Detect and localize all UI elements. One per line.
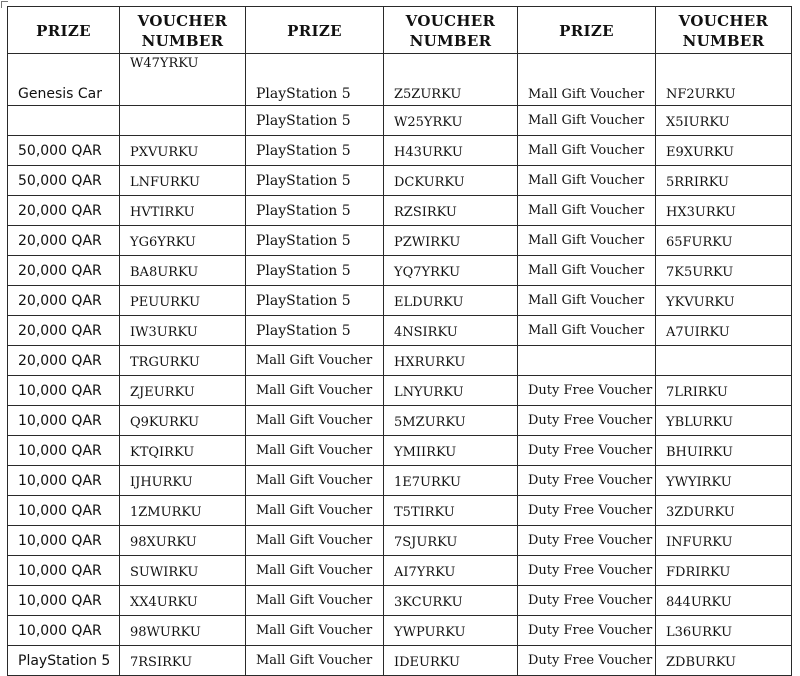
voucher-number-cell: IJHURKU — [120, 466, 246, 496]
prize-cell: Mall Gift Voucher — [246, 616, 384, 646]
prize-cell: PlayStation 5 — [246, 256, 384, 286]
voucher-number-cell: E9XURKU — [656, 136, 792, 166]
prize-cell: 50,000 QAR — [8, 166, 120, 196]
prize-cell: Mall Gift Voucher — [518, 136, 656, 166]
voucher-number-cell: Z5ZURKU — [384, 54, 518, 106]
voucher-number-cell: 7RSIRKU — [120, 646, 246, 676]
prize-cell: 20,000 QAR — [8, 316, 120, 346]
prize-cell: PlayStation 5 — [246, 286, 384, 316]
table-row — [8, 376, 792, 406]
voucher-number-cell: 844URKU — [656, 586, 792, 616]
prize-cell: Mall Gift Voucher — [246, 526, 384, 556]
voucher-number-cell — [656, 346, 792, 376]
prize-cell: 20,000 QAR — [8, 196, 120, 226]
table-row — [8, 616, 792, 646]
prize-cell: PlayStation 5 — [246, 54, 384, 106]
prize-cell: 10,000 QAR — [8, 616, 120, 646]
prize-cell: Mall Gift Voucher — [518, 256, 656, 286]
prize-cell: Mall Gift Voucher — [246, 556, 384, 586]
prize-cell: 10,000 QAR — [8, 376, 120, 406]
voucher-number-cell: BA8URKU — [120, 256, 246, 286]
table-row — [8, 556, 792, 586]
voucher-number-cell: PEUURKU — [120, 286, 246, 316]
voucher-number-cell: A7UIRKU — [656, 316, 792, 346]
voucher-number-cell: W47YRKU — [120, 54, 246, 106]
voucher-number-cell: LNFURKU — [120, 166, 246, 196]
prize-cell: 20,000 QAR — [8, 226, 120, 256]
table-row — [8, 646, 792, 676]
prize-cell: Duty Free Voucher — [518, 556, 656, 586]
voucher-number-cell: HXRURKU — [384, 346, 518, 376]
voucher-number-cell: 7LRIRKU — [656, 376, 792, 406]
prize-cell: 20,000 QAR — [8, 286, 120, 316]
prize-cell: PlayStation 5 — [246, 136, 384, 166]
voucher-number-cell: 1E7URKU — [384, 466, 518, 496]
prize-cell: 10,000 QAR — [8, 586, 120, 616]
prize-cell: 50,000 QAR — [8, 136, 120, 166]
table-row — [8, 526, 792, 556]
voucher-number-cell: 98XURKU — [120, 526, 246, 556]
table-row — [8, 54, 792, 106]
voucher-number-cell: PZWIRKU — [384, 226, 518, 256]
voucher-number-cell: 7SJURKU — [384, 526, 518, 556]
header-prize: PRIZE — [8, 7, 120, 54]
voucher-number-cell: AI7YRKU — [384, 556, 518, 586]
voucher-number-cell: 7K5URKU — [656, 256, 792, 286]
prize-cell: PlayStation 5 — [246, 196, 384, 226]
voucher-number-cell: DCKURKU — [384, 166, 518, 196]
prize-cell: Mall Gift Voucher — [246, 376, 384, 406]
voucher-number-cell: X5IURKU — [656, 106, 792, 136]
voucher-number-cell: IW3URKU — [120, 316, 246, 346]
prize-cell: Mall Gift Voucher — [246, 496, 384, 526]
voucher-number-cell: ELDURKU — [384, 286, 518, 316]
table-row — [8, 136, 792, 166]
prize-cell — [8, 106, 120, 136]
voucher-number-cell: H43URKU — [384, 136, 518, 166]
table-row — [8, 466, 792, 496]
prize-cell: PlayStation 5 — [246, 316, 384, 346]
prize-cell: Mall Gift Voucher — [518, 54, 656, 106]
voucher-number-cell: XX4URKU — [120, 586, 246, 616]
prize-cell: Duty Free Voucher — [518, 436, 656, 466]
table-row — [8, 346, 792, 376]
prize-cell: Mall Gift Voucher — [518, 286, 656, 316]
prize-cell: Duty Free Voucher — [518, 466, 656, 496]
table-row — [8, 166, 792, 196]
voucher-number-cell: 4NSIRKU — [384, 316, 518, 346]
prize-cell: Mall Gift Voucher — [246, 586, 384, 616]
header-voucher-number: VOUCHER NUMBER — [656, 7, 792, 54]
prize-cell: 10,000 QAR — [8, 496, 120, 526]
table-row — [8, 256, 792, 286]
voucher-number-cell: 5RRIRKU — [656, 166, 792, 196]
header-prize: PRIZE — [518, 7, 656, 54]
prize-cell: Mall Gift Voucher — [518, 166, 656, 196]
voucher-number-cell: 3ZDURKU — [656, 496, 792, 526]
voucher-number-cell: YWPURKU — [384, 616, 518, 646]
prize-cell: 10,000 QAR — [8, 526, 120, 556]
prize-cell: Duty Free Voucher — [518, 586, 656, 616]
table-row — [8, 316, 792, 346]
voucher-number-cell: YBLURKU — [656, 406, 792, 436]
voucher-number-cell: INFURKU — [656, 526, 792, 556]
prize-voucher-table — [7, 6, 792, 676]
prize-cell: Mall Gift Voucher — [246, 406, 384, 436]
prize-cell: 20,000 QAR — [8, 346, 120, 376]
voucher-number-cell: W25YRKU — [384, 106, 518, 136]
voucher-number-cell: HX3URKU — [656, 196, 792, 226]
prize-cell: Mall Gift Voucher — [246, 466, 384, 496]
voucher-number-cell: Q9KURKU — [120, 406, 246, 436]
voucher-number-cell: 5MZURKU — [384, 406, 518, 436]
prize-cell: Duty Free Voucher — [518, 526, 656, 556]
header-prize: PRIZE — [246, 7, 384, 54]
table-row — [8, 406, 792, 436]
voucher-number-cell: T5TIRKU — [384, 496, 518, 526]
voucher-number-cell: 65FURKU — [656, 226, 792, 256]
voucher-number-cell: IDEURKU — [384, 646, 518, 676]
voucher-number-cell: 1ZMURKU — [120, 496, 246, 526]
voucher-number-cell: PXVURKU — [120, 136, 246, 166]
table-row — [8, 226, 792, 256]
table-row — [8, 496, 792, 526]
prize-cell: Genesis Car — [8, 54, 120, 106]
prize-cell: 10,000 QAR — [8, 556, 120, 586]
voucher-number-cell: TRGURKU — [120, 346, 246, 376]
header-voucher-number: VOUCHER NUMBER — [120, 7, 246, 54]
prize-cell: 10,000 QAR — [8, 436, 120, 466]
voucher-number-cell: NF2URKU — [656, 54, 792, 106]
prize-cell: Duty Free Voucher — [518, 496, 656, 526]
prize-cell: Mall Gift Voucher — [518, 196, 656, 226]
prize-cell: Mall Gift Voucher — [246, 646, 384, 676]
prize-cell: Mall Gift Voucher — [518, 316, 656, 346]
prize-cell: PlayStation 5 — [246, 166, 384, 196]
voucher-number-cell: FDRIRKU — [656, 556, 792, 586]
voucher-number-cell: L36URKU — [656, 616, 792, 646]
prize-cell: Duty Free Voucher — [518, 406, 656, 436]
voucher-number-cell: YKVURKU — [656, 286, 792, 316]
prize-cell: PlayStation 5 — [246, 106, 384, 136]
table-row — [8, 586, 792, 616]
header-voucher-number: VOUCHER NUMBER — [384, 7, 518, 54]
prize-cell: 10,000 QAR — [8, 466, 120, 496]
prize-cell: PlayStation 5 — [246, 226, 384, 256]
voucher-number-cell: KTQIRKU — [120, 436, 246, 466]
prize-cell: Mall Gift Voucher — [246, 346, 384, 376]
voucher-number-cell: 98WURKU — [120, 616, 246, 646]
voucher-number-cell: YG6YRKU — [120, 226, 246, 256]
voucher-number-cell: SUWIRKU — [120, 556, 246, 586]
prize-cell: 20,000 QAR — [8, 256, 120, 286]
prize-cell: Mall Gift Voucher — [518, 106, 656, 136]
voucher-number-cell: BHUIRKU — [656, 436, 792, 466]
voucher-number-cell: ZJEURKU — [120, 376, 246, 406]
prize-cell: Duty Free Voucher — [518, 376, 656, 406]
table-row — [8, 106, 792, 136]
table-row — [8, 436, 792, 466]
voucher-number-cell: YWYIRKU — [656, 466, 792, 496]
voucher-number-cell: LNYURKU — [384, 376, 518, 406]
voucher-number-cell: RZSIRKU — [384, 196, 518, 226]
voucher-number-cell — [120, 106, 246, 136]
prize-cell: PlayStation 5 — [8, 646, 120, 676]
prize-cell: 10,000 QAR — [8, 406, 120, 436]
table-row — [8, 286, 792, 316]
header-row — [8, 7, 792, 54]
table-row — [8, 196, 792, 226]
prize-cell: Duty Free Voucher — [518, 616, 656, 646]
voucher-number-cell: HVTIRKU — [120, 196, 246, 226]
prize-cell: Duty Free Voucher — [518, 646, 656, 676]
voucher-number-cell: 3KCURKU — [384, 586, 518, 616]
prize-cell: Mall Gift Voucher — [518, 226, 656, 256]
voucher-number-cell: YMIIRKU — [384, 436, 518, 466]
voucher-number-cell: YQ7YRKU — [384, 256, 518, 286]
prize-cell — [518, 346, 656, 376]
prize-cell: Mall Gift Voucher — [246, 436, 384, 466]
voucher-number-cell: ZDBURKU — [656, 646, 792, 676]
